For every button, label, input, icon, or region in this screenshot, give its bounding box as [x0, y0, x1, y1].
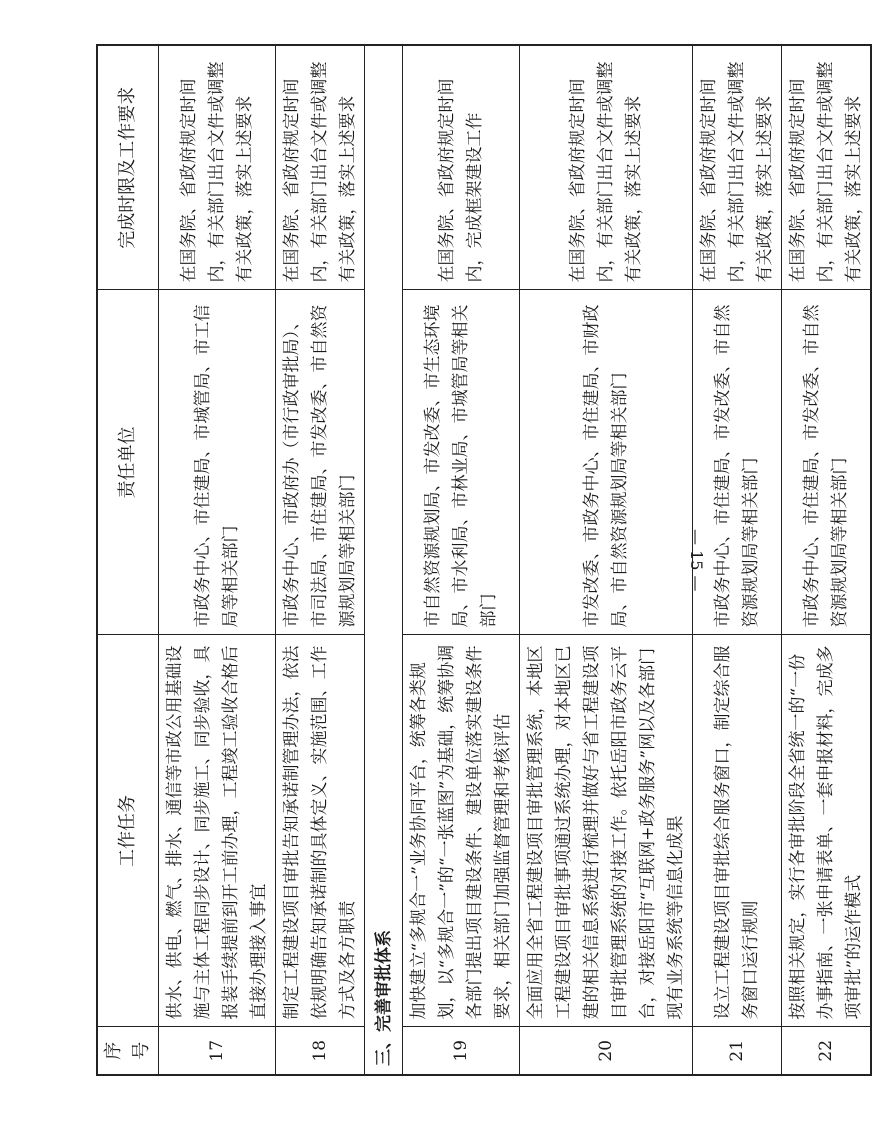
row-unit: 市发改委、市政务中心、市住建局、市财政局、市自然资源规划局等相关部门: [520, 290, 693, 635]
table-row: [159, 45, 276, 1075]
task-table: [96, 44, 872, 1076]
row-number: 21: [693, 1027, 782, 1075]
header-serial-number: 序号: [97, 1027, 159, 1075]
row-task: 全面应用全省工程建设项目审批管理系统，本地区工程建设项目审批事项通过系统办理，对本地区已建的相关信息系统进行梳理并做好与省工程建设项目审批管理系统的对接工作。依托岳阳市政务云平台，对接岳阳市“互联网+政务服务”网以及各部门现有业务系统等信息化成果: [520, 635, 693, 1027]
row-unit: 市自然资源规划局、市发改委、市生态环境局、市水利局、市林业局、市城管局等相关部门: [403, 290, 520, 635]
row-requirement: 在国务院、省政府规定时间内，有关部门出台文件或调整有关政策，落实上述要求: [782, 45, 872, 290]
row-task: 设立工程建设项目审批综合服务窗口，制定综合服务窗口运行规则: [693, 635, 782, 1027]
row-requirement: 在国务院、省政府规定时间内，有关部门出台文件或调整有关政策，落实上述要求: [693, 45, 782, 290]
table-header-row: [97, 45, 159, 1075]
row-unit: 市政务中心、市住建局、市发改委、市自然资源规划局等相关部门: [693, 290, 782, 635]
table-row: [403, 45, 520, 1075]
table-row: [520, 45, 693, 1075]
row-task: 加快建立“多规合一”业务协同平台，统筹各类规划，以“多规合一”的“一张蓝图”为基础，统筹协调各部门提出项目建设条件、建设单位落实建设条件要求，相关部门加强监督管理和考核评估: [403, 635, 520, 1027]
row-requirement: 在国务院、省政府规定时间内，有关部门出台文件或调整有关政策，落实上述要求: [276, 45, 365, 290]
row-unit: 市政务中心、市政府办（市行政审批局）、市司法局、市住建局、市发改委、市自然资源规划局等相关部门: [276, 290, 365, 635]
rotated-page: [96, 46, 864, 1076]
row-requirement: 在国务院、省政府规定时间内，有关部门出台文件或调整有关政策，落实上述要求: [520, 45, 693, 290]
header-deadline-requirement: 完成时限及工作要求: [97, 45, 159, 290]
row-requirement: 在国务院、省政府规定时间内，完成框架建设工作: [403, 45, 520, 290]
header-task: 工作任务: [97, 635, 159, 1027]
row-unit: 市政务中心、市住建局、市发改委、市自然资源规划局等相关部门: [782, 290, 872, 635]
row-requirement: 在国务院、省政府规定时间内，有关部门出台文件或调整有关政策，落实上述要求: [159, 45, 276, 290]
row-number: 19: [403, 1027, 520, 1075]
table-row: [782, 45, 872, 1075]
section-row: [365, 45, 403, 1075]
row-unit: 市政务中心、市住建局、市城管局、市工信局等相关部门: [159, 290, 276, 635]
section-heading: 三、完善审批体系: [365, 45, 403, 1075]
row-task: 供水、供电、燃气、排水、通信等市政公用基础设施与主体工程同步设计、同步施工、同步验收，具报装手续提前到开工前办理，工程竣工验收合格后直接办理接入事宜: [159, 635, 276, 1027]
row-task: 制定工程建设项目审批告知承诺制管理办法，依法依规明确告知承诺制的具体定义、实施范围、工作方式及各方职责: [276, 635, 365, 1027]
page-number: — 15 —: [687, 528, 706, 592]
table-row: [276, 45, 365, 1075]
row-task: 按照相关规定，实行各审批阶段全省统一的“一份办事指南、一张申请表单、一套申报材料，完成多项审批”的运作模式: [782, 635, 872, 1027]
row-number: 17: [159, 1027, 276, 1075]
row-number: 20: [520, 1027, 693, 1075]
row-number: 18: [276, 1027, 365, 1075]
header-responsible-unit: 责任单位: [97, 290, 159, 635]
row-number: 22: [782, 1027, 872, 1075]
